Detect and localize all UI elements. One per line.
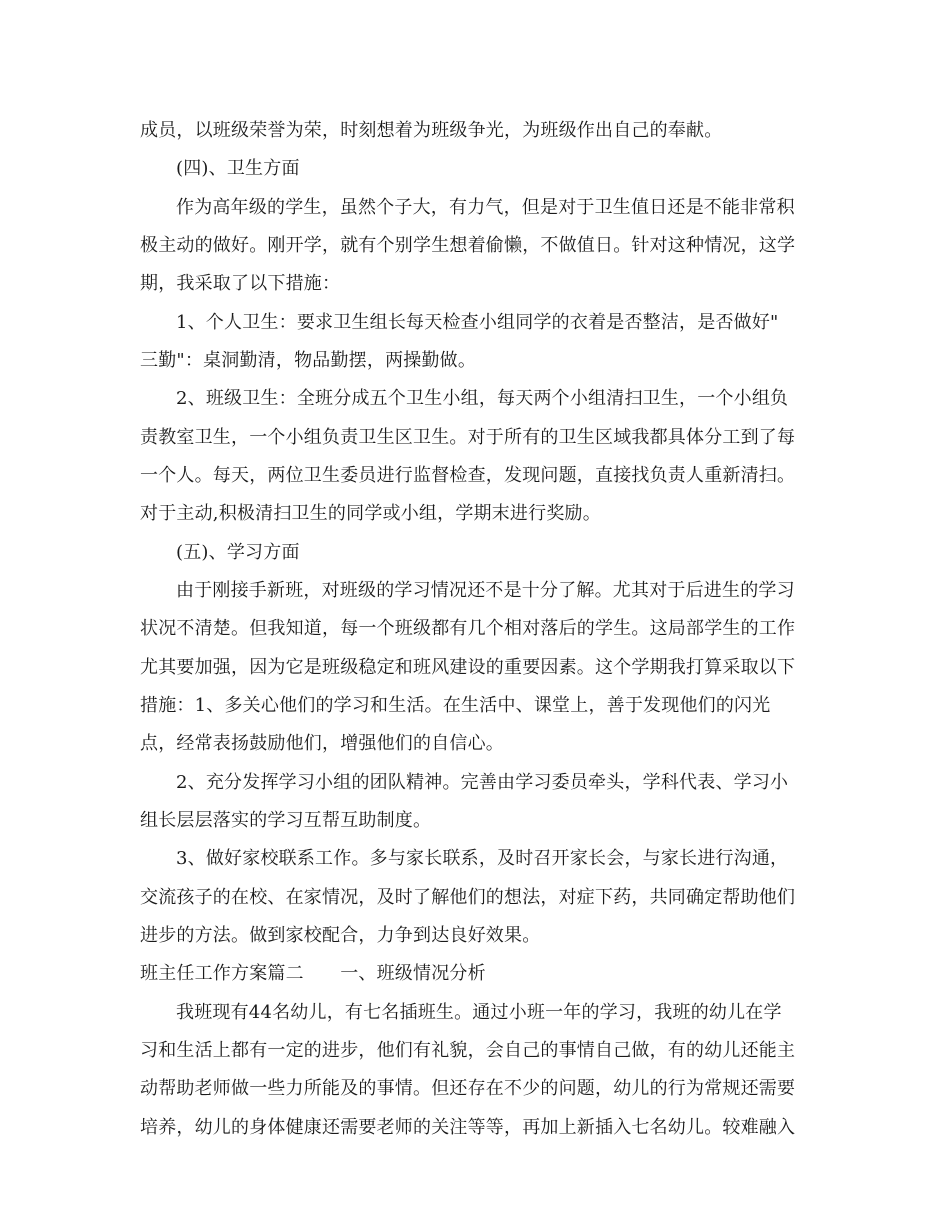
text-line: 成员，以班级荣誉为荣，时刻想着为班级争光，为班级作出自己的奉献。	[140, 120, 723, 141]
article-heading: 班主任工作方案篇二 一、班级情况分析	[140, 963, 486, 984]
text-line: 动帮助老师做一些力所能及的事情。但还存在不少的问题，幼儿的行为常规还需要	[140, 1078, 796, 1099]
text-line: 尤其要加强，因为它是班级稳定和班风建设的重要因素。这个学期我打算采取以下	[140, 657, 796, 678]
text-line: 由于刚接手新班，对班级的学习情况还不是十分了解。尤其对于后进生的学习	[176, 580, 795, 601]
text-line: 极主动的做好。刚开学，就有个别学生想着偷懒，不做值日。针对这种情况，这学	[140, 235, 796, 256]
text-line: 措施：1、多关心他们的学习和生活。在生活中、课堂上，善于发现他们的闪光	[140, 695, 771, 716]
text-line: 培养，幼儿的身体健康还需要老师的关注等等，再加上新插入七名幼儿。较难融入	[140, 1117, 796, 1138]
text-line: 交流孩子的在校、在家情况，及时了解他们的想法，对症下药，共同确定帮助他们	[140, 887, 796, 908]
text-line: 我班现有44名幼儿，有七名插班生。通过小班一年的学习，我班的幼儿在学	[176, 1002, 782, 1023]
text-line: 习和生活上都有一定的进步，他们有礼貌，会自己的事情自己做，有的幼儿还能主	[140, 1040, 796, 1061]
text-line: 一个人。每天，两位卫生委员进行监督检查，发现问题，直接找负责人重新清扫。	[140, 465, 796, 486]
text-line: 作为高年级的学生，虽然个子大，有力气，但是对于卫生值日还是不能非常积	[176, 197, 795, 218]
text-line: 责教室卫生，一个小组负责卫生区卫生。对于所有的卫生区域我都具体分工到了每	[140, 427, 796, 448]
text-line: 三勤"：桌洞勤清，物品勤摆，两操勤做。	[140, 350, 477, 371]
text-line: 2、班级卫生：全班分成五个卫生小组，每天两个小组清扫卫生，一个小组负	[176, 388, 789, 409]
text-line: 期，我采取了以下措施：	[140, 273, 341, 294]
text-line: 1、个人卫生：要求卫生组长每天检查小组同学的衣着是否整洁，是否做好"	[176, 312, 779, 333]
text-line: 状况不清楚。但我知道，每一个班级都有几个相对落后的学生。这局部学生的工作	[140, 618, 796, 639]
text-line: 进步的方法。做到家校配合，力争到达良好效果。	[140, 925, 541, 946]
text-line: 2、充分发挥学习小组的团队精神。完善由学习委员牵头，学科代表、学习小	[176, 772, 789, 793]
text-line: 点，经常表扬鼓励他们，增强他们的自信心。	[140, 733, 504, 754]
text-line: 3、做好家校联系工作。多与家长联系，及时召开家长会，与家长进行沟通，	[176, 848, 789, 869]
text-line: 组长层层落实的学习互帮互助制度。	[140, 810, 432, 831]
text-line: 对于主动,积极清扫卫生的同学或小组，学期末进行奖励。	[140, 503, 601, 524]
section-heading: (四)、卫生方面	[176, 158, 300, 179]
section-heading: (五)、学习方面	[176, 542, 300, 563]
